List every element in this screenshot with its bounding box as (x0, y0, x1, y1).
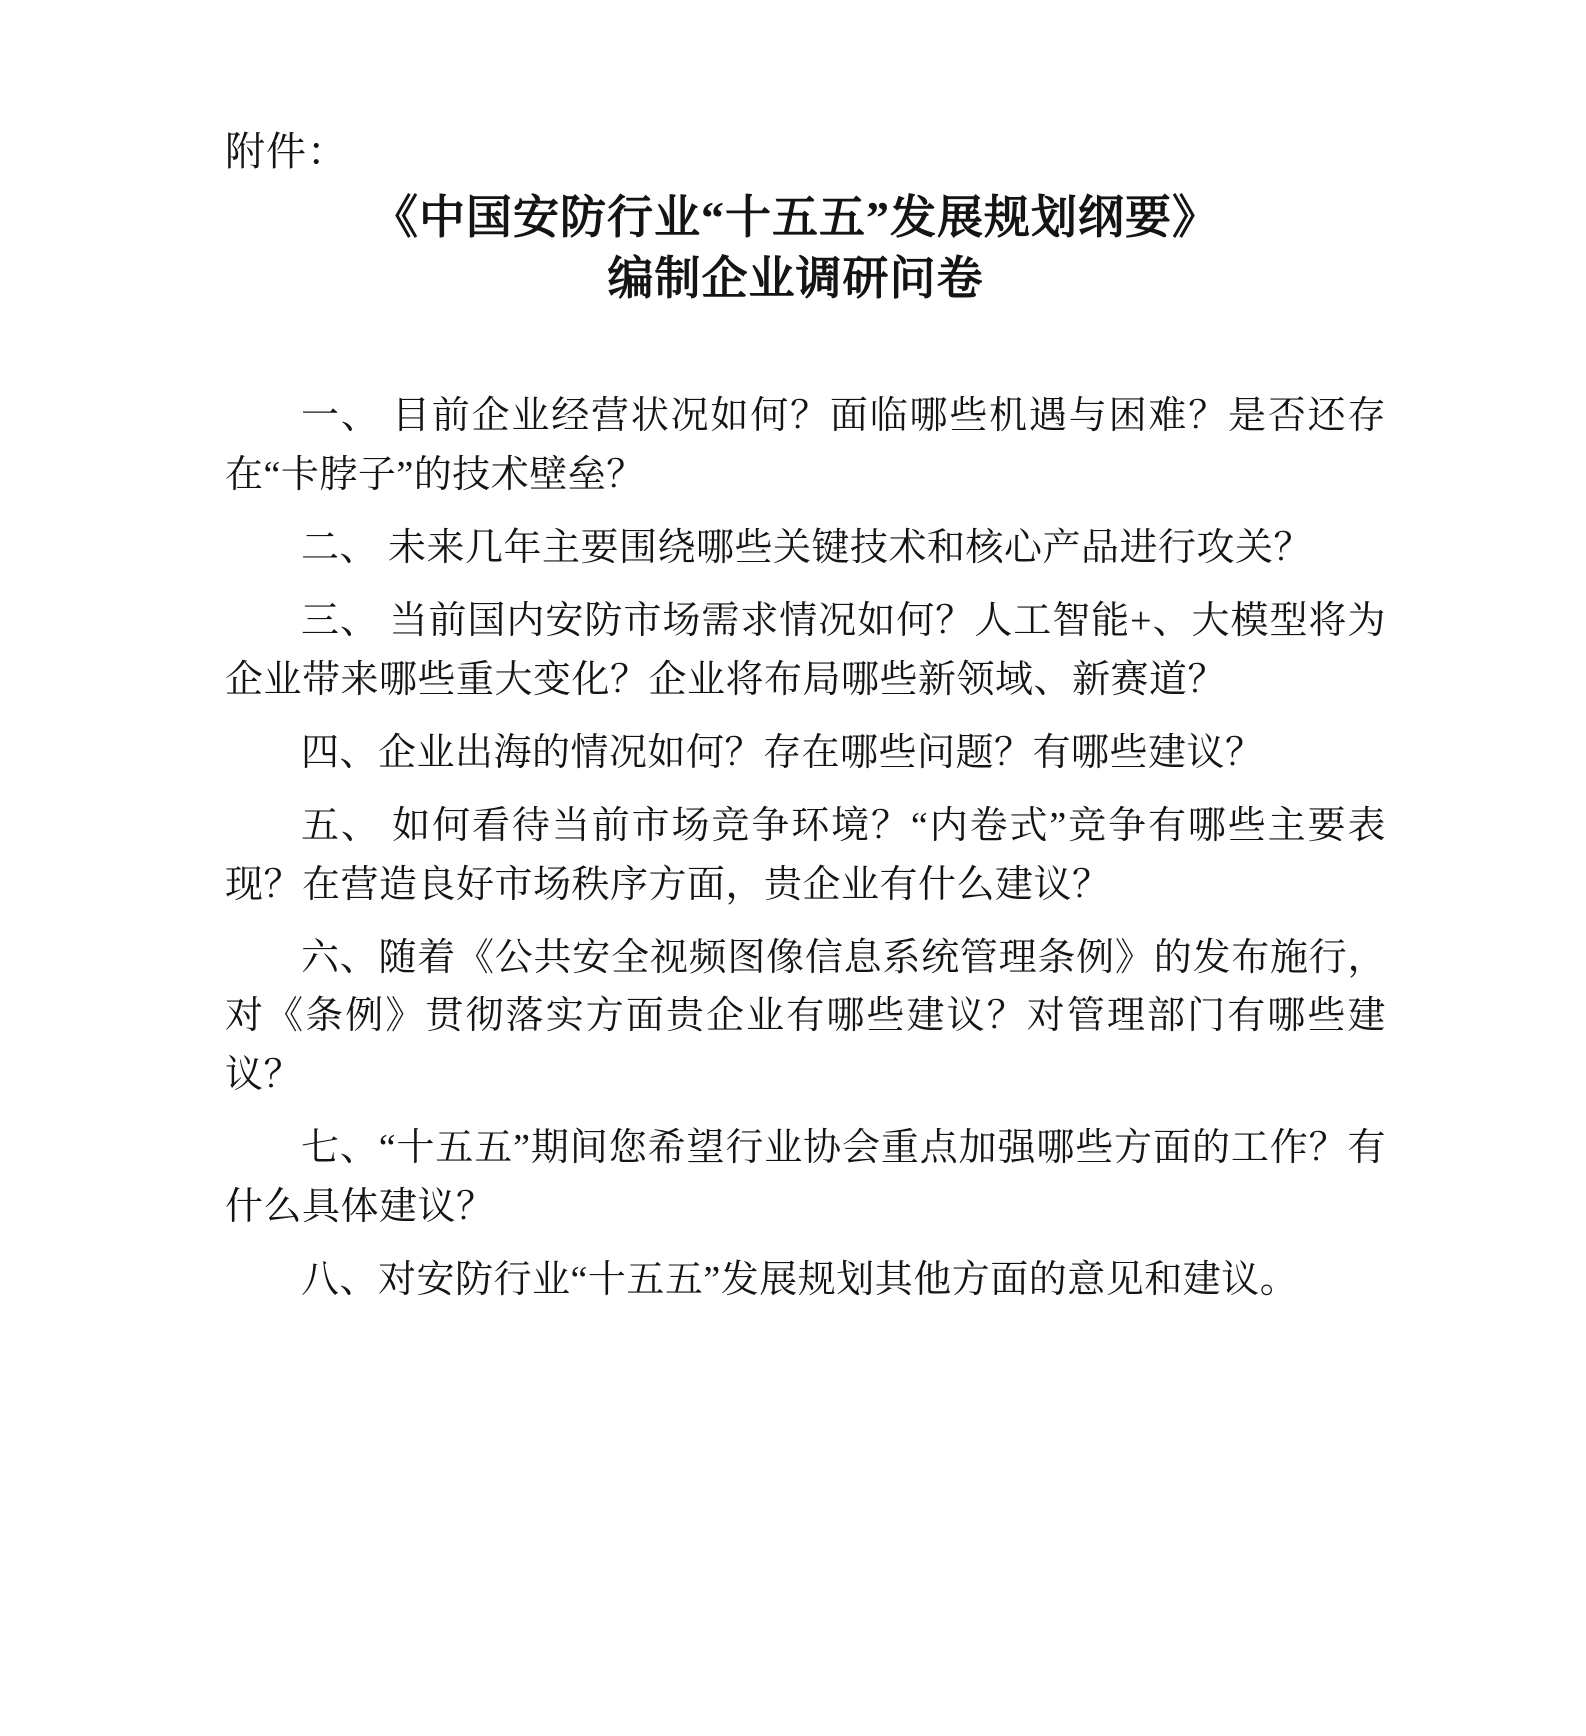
question-item: 五、 如何看待当前市场竞争环境？“内卷式”竞争有哪些主要表现？在营造良好市场秩序方面，贵企业有什么建议？ (225, 804, 1386, 906)
question-item: 二、 未来几年主要围绕哪些关键技术和核心产品进行攻关？ (301, 527, 1313, 570)
question-item: 一、 目前企业经营状况如何？面临哪些机遇与困难？是否还存在“卡脖子”的技术壁垒？ (225, 395, 1386, 497)
question-item: 七、“十五五”期间您希望行业协会重点加强哪些方面的工作？有什么具体建议？ (225, 1127, 1386, 1229)
page-title-line-1: 《中国安防行业“十五五”发展规划纲要》 (372, 192, 1219, 243)
question-item: 四、企业出海的情况如何？存在哪些问题？有哪些建议？ (301, 731, 1264, 774)
page-title (225, 188, 1386, 309)
page-title-line-2: 编制企业调研问卷 (607, 252, 984, 304)
attachment-label: 附件： (225, 129, 348, 174)
question-list (225, 387, 1386, 1309)
question-item: 八、对安防行业“十五五”发展规划其他方面的意见和建议。 (301, 1259, 1299, 1302)
question-item: 三、 当前国内安防市场需求情况如何？人工智能+、大模型将为企业带来哪些重大变化？企业将布局哪些新领域、新赛道？ (225, 600, 1386, 701)
question-item: 六、随着《公共安全视频图像信息系统管理条例》的发布施行，对《条例》贯彻落实方面贵企业有哪些建议？对管理部门有哪些建议？ (225, 936, 1386, 1097)
